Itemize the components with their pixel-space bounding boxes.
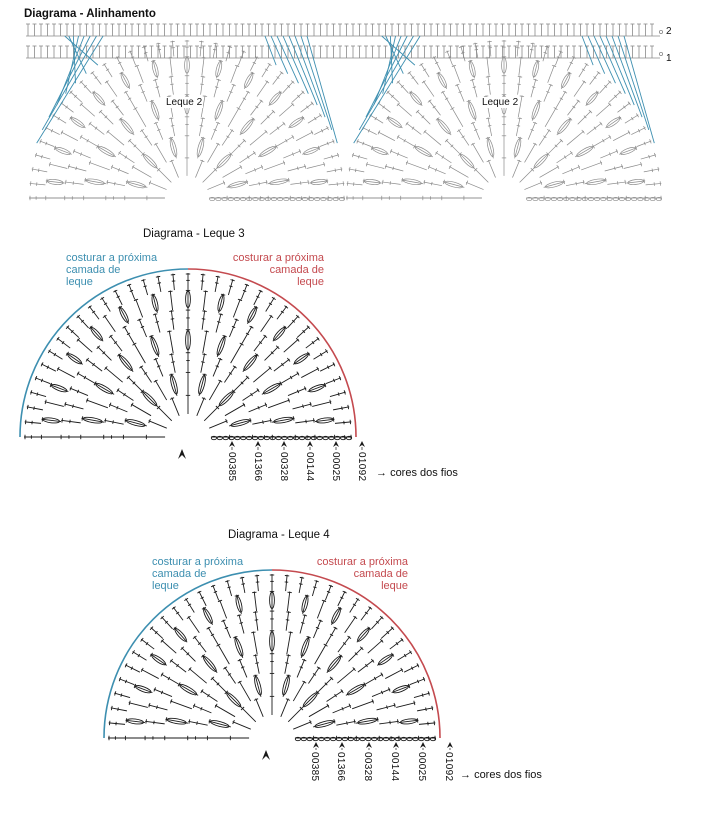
stitch-mark [300, 667, 303, 668]
stitch-mark [381, 691, 382, 694]
fan3-yarn-code: 00328 [278, 452, 289, 482]
stitch-post [379, 721, 399, 724]
stitch-bar [253, 612, 257, 613]
fan4-left-note-line: camada de [152, 568, 207, 580]
stitch-post [186, 599, 195, 613]
yarn-change-marker [447, 742, 453, 748]
fan-label-right: Leque 2 [482, 97, 519, 108]
stitch-mark [214, 591, 217, 592]
fan3-title: Diagrama - Leque 3 [143, 228, 245, 240]
stitch-post [317, 600, 324, 618]
stitch-bar [129, 701, 130, 705]
stitch-post [336, 721, 355, 725]
stitch-post [345, 617, 356, 633]
stitch-bar [394, 703, 395, 707]
stitch-post [201, 691, 217, 702]
stitch-bar [189, 719, 190, 723]
stitch-post [286, 611, 289, 631]
stitch-bar [111, 706, 112, 710]
stitch-post [371, 617, 382, 629]
stitch-post [242, 577, 245, 593]
stitch-post [346, 684, 366, 695]
stitch-post [256, 699, 264, 717]
stitch-mark [387, 705, 388, 708]
stitch-post [377, 654, 393, 665]
stitch-post [410, 679, 425, 685]
stitch-mark [299, 584, 302, 585]
fan4-right-note-line: leque [381, 580, 408, 592]
stitch-bar [341, 689, 343, 693]
stitch-post [125, 665, 140, 672]
stitch-post [188, 617, 199, 633]
fan3-yarn-code: 01366 [252, 452, 263, 482]
stitch-bar [253, 655, 257, 656]
row-label-2: 2 [666, 26, 672, 37]
fan3-yarn-code: 00025 [330, 452, 341, 482]
stitch-post [257, 575, 259, 591]
stitch-bar [353, 616, 357, 618]
stitch-mark [125, 680, 126, 683]
stitch-post [111, 708, 127, 711]
stitch-post [338, 637, 350, 653]
stitch-bar [149, 703, 150, 707]
yarn-change-marker [339, 742, 345, 748]
stitch-bar [428, 691, 429, 695]
fan-group [108, 574, 436, 741]
stitch-post [325, 585, 331, 600]
stitch-mark [417, 680, 418, 683]
stitch-post [171, 660, 187, 672]
stitch-post [212, 678, 226, 692]
stitch-post [327, 655, 342, 673]
stitch-post [239, 681, 250, 701]
stitch-post [129, 703, 148, 708]
stitch-post [315, 644, 326, 664]
stitch-post [119, 679, 134, 685]
stitch-post [297, 659, 305, 677]
stitch-post [178, 684, 198, 695]
stitch-post [188, 721, 207, 725]
stitch-post [239, 659, 247, 677]
stitch-post [170, 701, 192, 709]
stitch-bar [314, 581, 318, 582]
stitch-bar [146, 719, 147, 723]
fan3-yarn-code: 00144 [304, 452, 315, 482]
stitch-bar [166, 717, 167, 721]
fan3-right-note-line: costurar a próxima [232, 252, 324, 264]
stitch-post [173, 607, 183, 620]
stitch-post [148, 705, 167, 710]
start-arrow-icon [262, 750, 270, 760]
stitch-post [286, 575, 288, 591]
stitch-post [337, 668, 355, 683]
stitch-bar [398, 719, 399, 723]
stitch-post [189, 668, 207, 683]
stitch-bar [287, 592, 291, 593]
stitch-post [226, 692, 242, 708]
stitch-bar [432, 706, 433, 710]
stitch-post [287, 591, 289, 611]
stitch-post [151, 654, 167, 665]
stitch-post [239, 614, 244, 633]
stitch-mark [422, 693, 423, 696]
stitch-post [162, 617, 173, 629]
fan4-right-note-line: costurar a próxima [316, 556, 408, 568]
fan4-yarn-caption: → cores dos fios [460, 769, 542, 781]
stitch-mark [327, 591, 330, 592]
stitch-post [154, 689, 172, 697]
stitch-post [352, 701, 374, 709]
stitch-mark [157, 705, 158, 708]
stitch-post [358, 660, 374, 672]
stitch-bar [334, 719, 335, 723]
stitch-post [109, 723, 125, 725]
fan4-yarn-code: 01366 [335, 752, 346, 782]
yarn-change-marker [313, 742, 319, 748]
stitch-post [300, 614, 305, 633]
stitch-post [194, 637, 206, 653]
stitch-mark [118, 707, 119, 710]
stitch-bar [253, 675, 257, 676]
fan4-yarn-code: 01092 [443, 752, 454, 782]
stitch-post [385, 669, 402, 678]
stitch-mark [241, 667, 244, 668]
fan3-yarn-caption: → cores dos fios [376, 467, 458, 479]
stitch-bar [115, 691, 116, 695]
stitch-bar [414, 701, 415, 705]
stitch-post [357, 628, 370, 643]
stitch-post [293, 681, 304, 701]
stitch-bar [240, 577, 244, 578]
stitch-post [368, 640, 383, 653]
fan4-yarn-code: 00328 [362, 752, 373, 782]
stitch-post [308, 667, 319, 683]
fan3-yarn-code: 01092 [356, 452, 367, 482]
stitch-post [255, 611, 258, 631]
stitch-post [223, 620, 231, 638]
stitch-mark [161, 691, 162, 694]
stitch-bar [187, 616, 191, 618]
stitch-bar [317, 667, 321, 669]
stitch-bar [251, 632, 255, 633]
stitch-mark [342, 707, 343, 710]
fan4-yarn-code: 00025 [416, 752, 427, 782]
stitch-post [404, 665, 419, 672]
stitch-bar [377, 717, 378, 721]
stitch-post [174, 628, 187, 643]
stitch-mark [227, 587, 230, 588]
fan4-right-note-line: camada de [353, 568, 408, 580]
stitch-post [161, 674, 178, 684]
stitch-post [141, 669, 158, 678]
stitch-post [372, 689, 390, 697]
stitch-bar [354, 719, 355, 723]
stitch-post [331, 607, 340, 624]
fan3-yarn-code: 00385 [226, 452, 237, 482]
stitch-post [288, 708, 302, 722]
fan4-left-note-line: leque [152, 580, 179, 592]
stitch-post [350, 599, 359, 613]
stitch-post [145, 721, 165, 724]
fan4-left-note-line: costurar a próxima [152, 556, 244, 568]
stitch-post [162, 640, 177, 653]
fan4-yarn-code: 00144 [389, 752, 400, 782]
stitch-post [381, 628, 393, 639]
stitch-post [302, 692, 318, 708]
stitch-post [287, 631, 291, 654]
stitch-post [203, 607, 212, 624]
stitch-mark [239, 623, 242, 624]
stitch-post [299, 577, 302, 593]
stitch-post [225, 667, 236, 683]
fan4-yarn-caption-text: cores dos fios [474, 769, 542, 781]
stitch-bar [300, 577, 304, 578]
stitch-post [199, 591, 206, 606]
stitch-post [255, 654, 259, 673]
stitch-mark [121, 693, 122, 696]
stitch-bar [225, 581, 229, 582]
fan4-yarn-code: 00385 [309, 752, 320, 782]
stitch-post [366, 674, 383, 684]
stitch-mark [225, 627, 228, 628]
stitch-post [215, 705, 235, 716]
stitch-post [327, 691, 343, 702]
stitch-post [397, 652, 411, 661]
stitch-post [318, 678, 332, 692]
stitch-post [151, 628, 163, 639]
fan3-left-note-line: camada de [66, 264, 121, 276]
alignment-title: Diagrama - Alinhamento [24, 8, 156, 20]
stitch-post [193, 705, 211, 713]
stitch-post [242, 708, 256, 722]
stitch-post [281, 699, 289, 717]
fan3-yarn-caption-text: cores dos fios [390, 467, 458, 479]
stitch-post [313, 620, 321, 638]
stitch-bar [286, 612, 290, 613]
stitch-mark [285, 663, 288, 664]
stitch-bar [201, 689, 203, 693]
fan3-left-note-line: costurar a próxima [66, 252, 158, 264]
fan-label-left: Leque 2 [166, 97, 203, 108]
yarn-change-marker [366, 742, 372, 748]
stitch-post [208, 627, 218, 644]
stitch-bar [252, 592, 256, 593]
stitch-mark [301, 623, 304, 624]
stitch-post [182, 648, 196, 662]
stitch-mark [255, 663, 258, 664]
stitch-mark [426, 707, 427, 710]
stitch-post [202, 655, 217, 673]
stitch-post [253, 631, 257, 654]
stitch-post [133, 652, 147, 661]
stitch-post [361, 607, 371, 620]
stitch-post [213, 585, 219, 600]
stitch-post [349, 648, 363, 662]
stitch-post [390, 639, 403, 649]
stitch-mark [313, 587, 316, 588]
stitch-post [285, 654, 289, 673]
yarn-change-marker [393, 742, 399, 748]
stitch-mark [197, 721, 198, 724]
stitch-bar [237, 615, 241, 616]
stitch-post [419, 723, 435, 725]
stitch-post [220, 600, 227, 618]
stitch-post [141, 639, 154, 649]
stitch-mark [316, 627, 319, 628]
stitch-bar [223, 667, 227, 669]
stitch-mark [201, 707, 202, 710]
stitch-post [218, 644, 229, 664]
stitch-post [333, 705, 351, 713]
stitch-post [293, 722, 311, 730]
stitch-bar [303, 615, 307, 616]
fan4-title: Diagrama - Leque 4 [228, 529, 330, 541]
row-label-1: 1 [666, 53, 672, 64]
fan3-left-note-line: leque [66, 276, 93, 288]
stitch-bar [287, 675, 291, 676]
stitch-bar [286, 655, 290, 656]
stitch-post [233, 722, 251, 730]
stitch-post [417, 708, 433, 711]
yarn-change-marker [420, 742, 426, 748]
stitch-mark [241, 584, 244, 585]
stitch-mark [347, 721, 348, 724]
fan3-right-note-line: camada de [269, 264, 324, 276]
stitch-post [309, 705, 329, 716]
stitch-post [396, 703, 415, 708]
stitch-post [254, 591, 256, 611]
stitch-post [338, 591, 345, 606]
stitch-bar [288, 632, 292, 633]
fan3-right-note-line: leque [297, 276, 324, 288]
stitch-post [377, 705, 396, 710]
stitch-post [326, 627, 336, 644]
stitch-bar [209, 719, 210, 723]
